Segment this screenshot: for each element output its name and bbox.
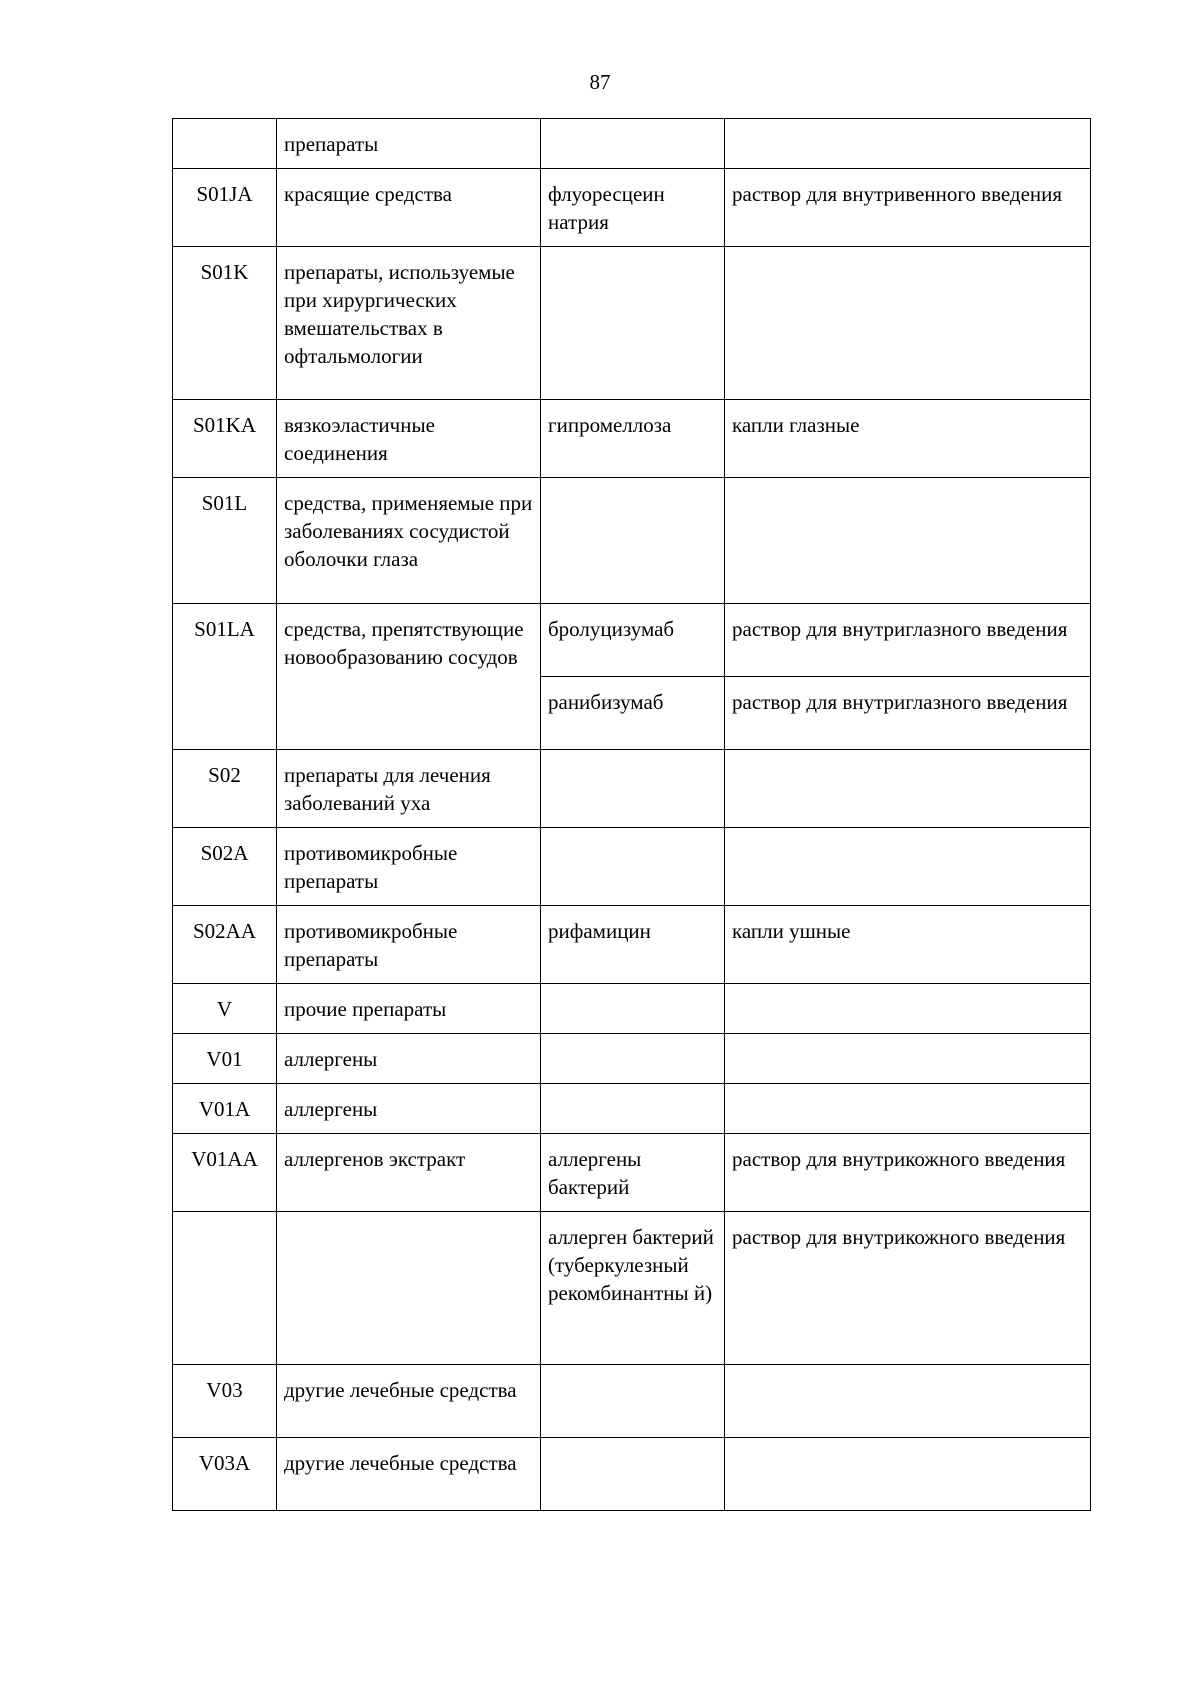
group-cell: вязкоэластичные соединения [277,400,541,478]
substance-cell [541,478,725,604]
atc-code-cell: S01L [173,478,277,604]
page-number: 87 [589,70,611,94]
table-row [173,1084,1091,1134]
drug-table [172,118,1091,1511]
group-cell: прочие препараты [277,984,541,1034]
form-cell: капли ушные [725,906,1091,984]
atc-code-cell: V01 [173,1034,277,1084]
group-cell: другие лечебные средства [277,1438,541,1511]
table-row [173,1212,1091,1365]
group-cell: аллергены [277,1034,541,1084]
substance-cell: бролуцизумаб [541,604,725,677]
substance-cell [541,750,725,828]
group-cell: красящие средства [277,169,541,247]
substance-cell [541,247,725,400]
group-cell: препараты для лечения заболеваний уха [277,750,541,828]
group-cell: противомикробные препараты [277,828,541,906]
group-cell: препараты, используемые при хирургических вмешательствах в офтальмологии [277,247,541,400]
form-cell [725,119,1091,169]
table-row [173,984,1091,1034]
table-row [173,828,1091,906]
table-row [173,604,1091,677]
form-cell: раствор для внутрикожного введения [725,1212,1091,1365]
atc-code-cell: V [173,984,277,1034]
group-cell: аллергены [277,1084,541,1134]
form-cell: раствор для внутриглазного введения [725,604,1091,677]
table-row [173,1365,1091,1438]
table-row [173,169,1091,247]
substance-cell: флуоресцеин натрия [541,169,725,247]
atc-code-cell: S02A [173,828,277,906]
substance-cell: рифамицин [541,906,725,984]
form-cell: раствор для внутриглазного введения [725,677,1091,750]
atc-code-cell: V03A [173,1438,277,1511]
group-cell: другие лечебные средства [277,1365,541,1438]
atc-code-cell: S02 [173,750,277,828]
substance-cell [541,1438,725,1511]
group-cell: противомикробные препараты [277,906,541,984]
table-row [173,119,1091,169]
atc-code-cell: S01K [173,247,277,400]
table-row [173,1438,1091,1511]
substance-cell [541,984,725,1034]
atc-code-cell [173,1212,277,1365]
atc-code-cell: S02AA [173,906,277,984]
form-cell [725,1034,1091,1084]
table-row [173,906,1091,984]
form-cell [725,478,1091,604]
substance-cell: аллерген бактерий (туберкулезный рекомбинантны й) [541,1212,725,1365]
form-cell: раствор для внутривенного введения [725,169,1091,247]
group-cell: препараты [277,119,541,169]
atc-code-cell: S01JA [173,169,277,247]
atc-code-cell: V01A [173,1084,277,1134]
form-cell [725,1084,1091,1134]
form-cell [725,750,1091,828]
substance-cell: ранибизумаб [541,677,725,750]
group-cell [277,1212,541,1365]
group-cell: аллергенов экстракт [277,1134,541,1212]
group-cell: средства, препятствующие новообразованию сосудов [277,604,541,750]
form-cell [725,984,1091,1034]
group-cell: средства, применяемые при заболеваниях сосудистой оболочки глаза [277,478,541,604]
substance-cell: аллергены бактерий [541,1134,725,1212]
table-row [173,750,1091,828]
form-cell: капли глазные [725,400,1091,478]
form-cell [725,1438,1091,1511]
form-cell [725,828,1091,906]
form-cell [725,1365,1091,1438]
substance-cell [541,119,725,169]
table-row [173,247,1091,400]
substance-cell [541,1034,725,1084]
table-row [173,1134,1091,1212]
atc-code-cell: V03 [173,1365,277,1438]
atc-code-cell: V01AA [173,1134,277,1212]
table-row [173,1034,1091,1084]
atc-code-cell: S01LA [173,604,277,750]
table-row [173,400,1091,478]
substance-cell: гипромеллоза [541,400,725,478]
table-row [173,478,1091,604]
substance-cell [541,828,725,906]
substance-cell [541,1084,725,1134]
atc-code-cell: S01KA [173,400,277,478]
form-cell [725,247,1091,400]
substance-cell [541,1365,725,1438]
atc-code-cell [173,119,277,169]
form-cell: раствор для внутрикожного введения [725,1134,1091,1212]
